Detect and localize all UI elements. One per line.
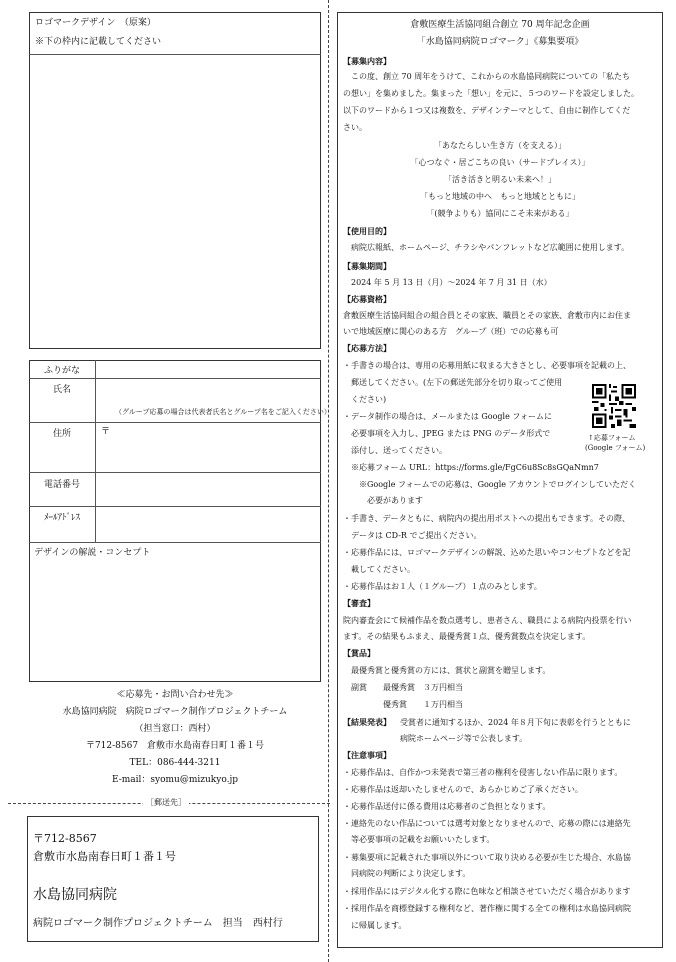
text-line: 郵送してください。(左下の郵送先部分を切り取ってご使用 bbox=[343, 378, 563, 387]
email-label: ﾒｰﾙｱﾄﾞﾚｽ bbox=[43, 513, 80, 523]
section-eligibility: 【応募資格】 bbox=[343, 294, 391, 304]
text-line: 最優秀賞と優秀賞の方には、賞状と副賞を贈呈します。 bbox=[343, 666, 551, 675]
guidelines-title-1: 倉敷医療生活協同組合創立 70 周年記念企画 bbox=[410, 20, 590, 30]
section-prizes: 【賞品】 bbox=[343, 648, 375, 658]
email-field[interactable] bbox=[96, 507, 320, 541]
section-review: 【審査】 bbox=[343, 598, 375, 608]
theme-word: 「心つなぐ・居ごこちの良い（サードプレイス）」 bbox=[410, 158, 590, 167]
section-period: 【募集期間】 bbox=[343, 261, 391, 271]
name-note: （グループ応募の場合は代表者氏名とグループ名をご記入ください） bbox=[115, 408, 331, 416]
contact-heading: ≪応募先・お問い合わせ先≫ bbox=[116, 690, 234, 700]
text-line: ・連絡先のない作品については選考対象となりませんので、応募の際には連絡先 bbox=[343, 819, 631, 828]
text-line: 病院ホームページ等で公表します。 bbox=[392, 734, 528, 743]
mailing-hospital: 水島協同病院 bbox=[33, 887, 117, 903]
text-line: ・応募作品は、自作かつ未発表で第三者の権利を侵害しない作品に限ります。 bbox=[343, 768, 623, 777]
text-line: ください) bbox=[343, 395, 387, 404]
text-line: 倉敷医療生活協同組合の組合員とその家族、職員とその家族、倉敷市内にお住ま bbox=[343, 311, 631, 320]
logo-design-box[interactable] bbox=[29, 12, 321, 349]
name-field[interactable] bbox=[96, 379, 320, 421]
furigana-label: ふりがな bbox=[43, 366, 80, 376]
text-line: ※Google フォームでの応募は、Google アカウントでログインしていただく bbox=[343, 480, 637, 489]
text-line: ・応募作品送付に係る費用は応募者のご負担となります。 bbox=[343, 802, 551, 811]
text-line: 同病院の判断により決定します。 bbox=[343, 869, 471, 878]
theme-word: 「あなたらしい生き方（を支える）」 bbox=[434, 141, 566, 150]
contact-email[interactable]: E-mail：syomu@mizukyo.jp bbox=[111, 775, 239, 785]
logo-design-label: ロゴマークデザイン （原案） bbox=[35, 18, 156, 28]
contact-org: 水島協同病院 病院ロゴマーク制作プロジェクトチーム bbox=[62, 707, 288, 717]
contact-address: 〒712-8567 倉敷市水島南春日町１番１号 bbox=[85, 741, 265, 751]
text-line: ・募集要項に記載された事項以外について取り決める必要が生じた場合、水島協 bbox=[343, 853, 631, 862]
qr-code-icon[interactable] bbox=[592, 384, 636, 428]
text-line: ・応募作品は返却いたしませんので、あらかじめご了承ください。 bbox=[343, 785, 583, 794]
text-line: ・採用作品を商標登録する権利など、著作権に関する全ての権利は水島協同病院 bbox=[343, 904, 631, 913]
form-url[interactable]: ※応募フォーム URL：https://forms.gle/FgC6u8Sc8sGQaNmn7 bbox=[343, 463, 599, 472]
text-line: ・応募作品はお１人（１グループ）１点のみとします。 bbox=[343, 582, 542, 591]
section-purpose: 【使用目的】 bbox=[343, 226, 391, 236]
text-line: ます。その結果もふまえ、最優秀賞１点、優秀賞数点を決定します。 bbox=[343, 632, 591, 641]
concept-field[interactable] bbox=[30, 560, 320, 680]
postal-mark: 〒 bbox=[101, 427, 111, 437]
theme-word: 「もっと地域の中へ もっと地域とともに」 bbox=[420, 192, 580, 201]
text-line: 優秀賞 １万円相当 bbox=[343, 700, 463, 709]
guidelines-title-2: 「水島協同病院ロゴマーク」《募集要項》 bbox=[416, 37, 584, 47]
concept-label: デザインの解説・コンセプト bbox=[34, 548, 151, 558]
mailing-zip: 〒712-8567 bbox=[33, 832, 97, 845]
section-notes: 【注意事項】 bbox=[343, 750, 391, 760]
qr-caption-1: ↑応募フォーム bbox=[588, 434, 636, 442]
section-results: 【結果発表】 bbox=[343, 717, 391, 727]
contact-person: （担当窓口：西村） bbox=[134, 724, 216, 734]
text-line: 副賞 最優秀賞 ３万円相当 bbox=[343, 683, 463, 692]
name-label: 氏名 bbox=[52, 385, 71, 395]
text-line: 必要事項を入力し、JPEG または PNG のデータ形式で bbox=[343, 429, 551, 438]
text-line: ・応募作品には、ロゴマークデザインの解説、込めた思いやコンセプトなどを記 bbox=[343, 548, 631, 557]
logo-design-note: ※下の枠内に記載してください bbox=[35, 37, 162, 47]
text-line: 添付し、送ってください。 bbox=[343, 446, 447, 455]
text-line: ・採用作品にはデジタル化する際に色味など相談させていただく場合があります bbox=[343, 887, 631, 896]
qr-caption-2: (Google フォーム) bbox=[585, 444, 646, 452]
vertical-cut-line bbox=[328, 0, 329, 962]
text-line: 2024 年 5 月 13 日（月）～2024 年 7 月 31 日（水） bbox=[343, 278, 552, 287]
text-line: いで地域医療に関心のある方 グループ（班）での応募も可 bbox=[343, 327, 559, 336]
text-line: データは CD-R でご提出ください。 bbox=[343, 531, 482, 540]
text-line: さい。 bbox=[343, 123, 367, 132]
mailing-address: 倉敷市水島南春日町１番１号 bbox=[33, 850, 176, 863]
text-line: 院内審査会にて候補作品を数点選考し、患者さん、職員による病院内投票を行い bbox=[343, 616, 632, 625]
text-line: の想い」を集めました。集まった「想い」を元に、５つのワードを設定しました。 bbox=[343, 89, 639, 98]
divider bbox=[29, 54, 321, 55]
phone-label: 電話番号 bbox=[43, 480, 80, 490]
phone-field[interactable] bbox=[96, 473, 320, 505]
address-field[interactable] bbox=[110, 423, 320, 471]
address-label: 住所 bbox=[52, 429, 71, 439]
furigana-field[interactable] bbox=[96, 361, 320, 378]
text-line: 必要があります bbox=[343, 496, 423, 505]
text-line: 受賞者に通知するほか、2024 年８月下旬に表彰を行うとともに bbox=[392, 718, 631, 727]
text-line: 等必要事項の記載をお願いいたします。 bbox=[343, 835, 495, 844]
theme-word: 「活き活きと明るい未来へ！」 bbox=[444, 175, 556, 184]
contact-tel: TEL：086-444-3211 bbox=[129, 758, 221, 768]
section-recruitment: 【募集内容】 bbox=[343, 56, 391, 66]
text-line: 載してください。 bbox=[343, 565, 415, 574]
text-line: ・手書きの場合は、専用の応募用紙に収まる大きさとし、必要事項を記載の上、 bbox=[343, 361, 631, 370]
text-line: に帰属します。 bbox=[343, 921, 407, 930]
text-line: ・データ制作の場合は、メールまたは Google フォームに bbox=[343, 412, 552, 421]
text-line: この度、創立 70 周年をうけて、これからの水島協同病院についての「私たち bbox=[343, 72, 630, 81]
mailing-label: ［郵送先］ bbox=[143, 797, 189, 808]
mailing-team: 病院ロゴマーク制作プロジェクトチーム 担当 西村行 bbox=[33, 918, 283, 929]
text-line: ・手書き、データともに、病院内の提出用ポストへの提出もできます。その際、 bbox=[343, 514, 631, 523]
section-method: 【応募方法】 bbox=[343, 343, 391, 353]
theme-word: 「(競争よりも）協同にこそ未来がある」 bbox=[426, 209, 574, 218]
text-line: 以下のワードから１つ又は複数を、デザインテーマとして、自由に制作してくだ bbox=[343, 106, 631, 115]
text-line: 病院広報紙、ホームページ、チラシやパンフレットなど広範囲に使用します。 bbox=[343, 243, 630, 252]
